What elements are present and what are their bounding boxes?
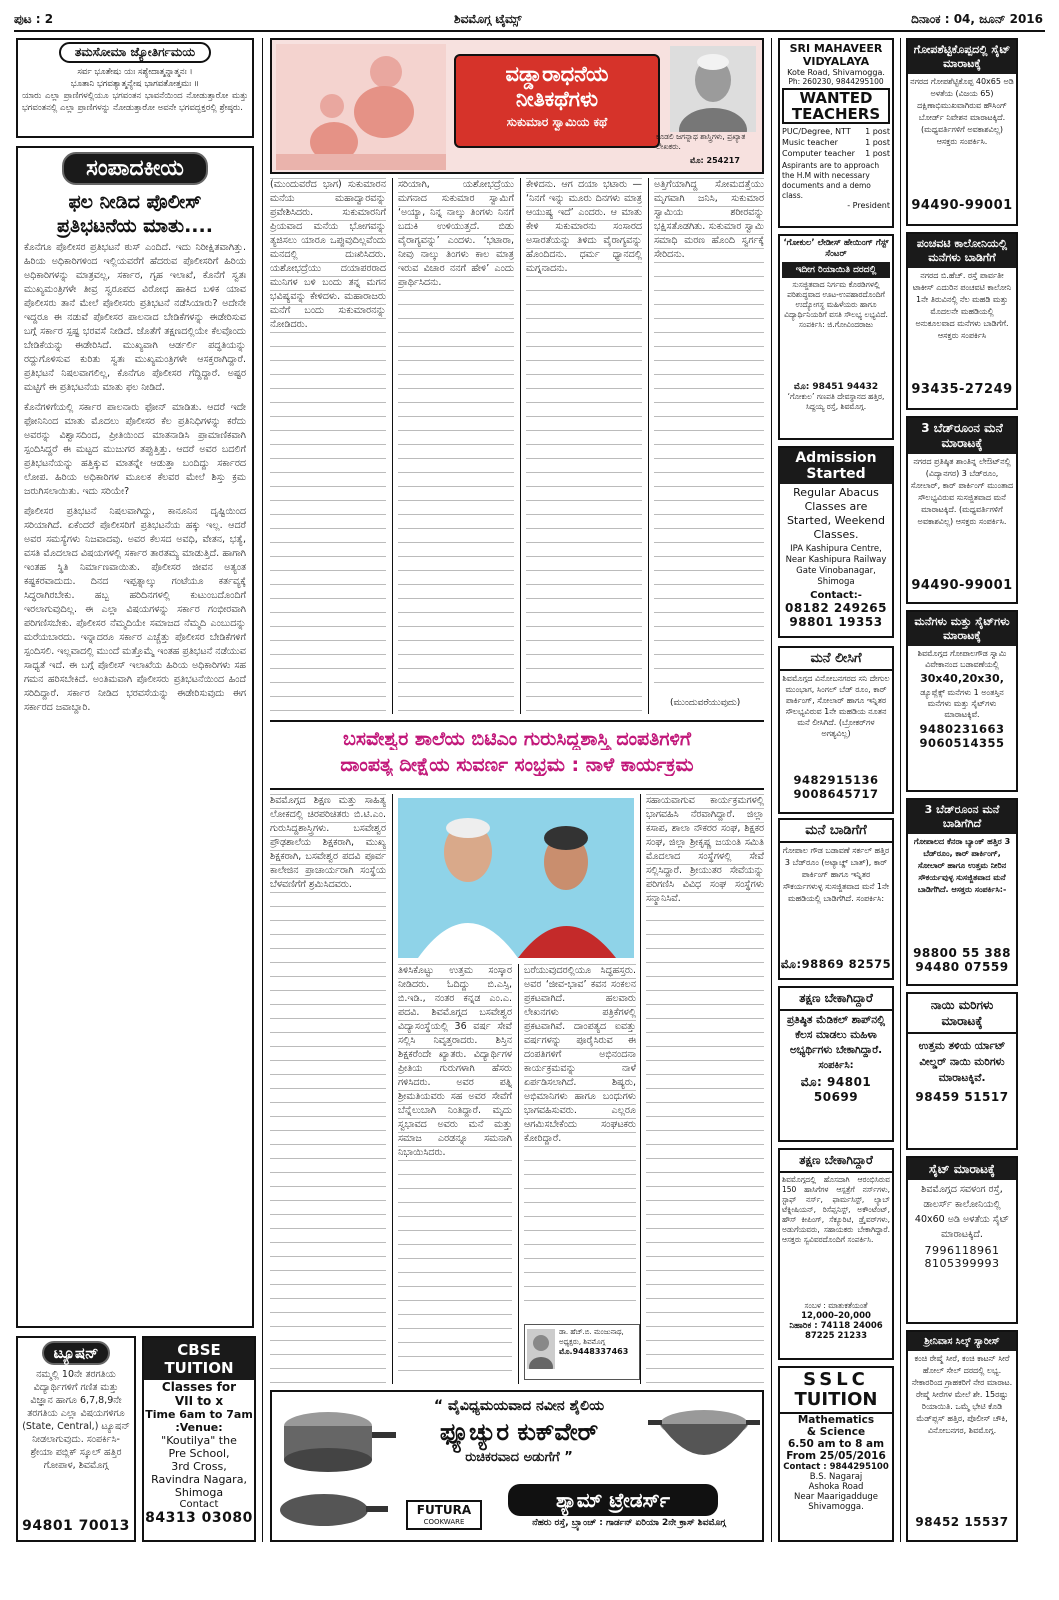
event-article xyxy=(270,794,764,1384)
hospital-job-ad xyxy=(778,1148,894,1360)
silks-title: ಶ್ರೀನಿವಾಸ ಸಿಲ್ಕ್ ಸ್ಯಾರೀಸ್ xyxy=(908,1332,1016,1351)
cbse-line: VII to x xyxy=(174,1394,224,1408)
mahaveer-teachers: TEACHERS xyxy=(791,105,881,123)
story-title-1: ವಡ್ಡಾರಾಧನೆಯ xyxy=(505,62,609,86)
gokul-phone: ಮೊ: 98451 94432 xyxy=(793,382,879,392)
panchavati-rent-ad xyxy=(906,232,1018,410)
event-headline-2: ದಾಂಪತ್ಯ ದೀಕ್ಷೆಯ ಸುವರ್ಣ ಸಂಭ್ರಮ : ನಾಳೆ ಕಾರ್ಯಕ್ರಮ xyxy=(340,754,694,776)
paper-name: ಶಿವಮೊಗ್ಗ ಟೈಮ್ಸ್ xyxy=(454,12,522,26)
mahaveer-phone: Ph: 260230, 9844295100 xyxy=(788,77,884,86)
mahaveer-wanted: WANTED xyxy=(799,89,873,107)
cbse-line: Time 6am to 7am xyxy=(145,1408,253,1421)
mahaveer-post-count: 1 post xyxy=(865,138,890,147)
cookware-product: ಫ್ಯೂಚ್ಯುರ ಕುಕ್‌ವೇರ್ xyxy=(439,1418,599,1446)
mahaveer-school: SRI MAHAVEER xyxy=(789,42,883,55)
abacus-ad xyxy=(778,446,894,638)
3bhk-sale-body: ನಗರದ ಪ್ರತಿಷ್ಠಿತ ಶಾಂತಿನ್ನ ಲೇಔಟ್‌ನಲ್ಲಿ (ವಿದ್ಯಾನಗರ) 3 ಬೆಡ್‌ರೂಂ, ಸೋಲಾರ್, ಕಾರ್ ಪಾರ್ಕಿಂಗ್ ಮುಂತಾದ ಸೌಲಭ್ಯವಿರುವ ಸುಸಜ್ಜಿತವಾದ ಮನೆ ಮಾರಾಟಕ್ಕಿದೆ. (ಮಧ್ಯವರ್ತಿಗಳಿಗೆ ಅವಕಾಶವಿಲ್ಲ) ಆಸಕ್ತರು ಸಂಪರ್ಕಿಸಿ. xyxy=(910,457,1014,526)
abacus-address: IPA Kashipura Centre, Near Kashipura Railway Gate Vinobanagar, Shimoga xyxy=(785,544,887,587)
dogs-body: ಉತ್ತಮ ತಳಿಯ ರ್ಯಾಟ್ ವೀಲ್ಡರ್ ನಾಯಿ ಮರಿಗಳು ಮಾರಾಟಕ್ಕಿವೆ. xyxy=(918,1040,1006,1084)
cbse-line: "Koutilya" the xyxy=(161,1434,237,1447)
mahaveer-post-row xyxy=(782,148,890,159)
sites-body: ಶಿವಮೊಗ್ಗದ ಗೋಪಾಲಗೌಡ ಸ್ವಾಮಿ ವಿವೇಕಾನಂದ ಬಡಾವಣೆಯಲ್ಲಿ xyxy=(917,649,1007,669)
abacus-body: Regular Abacus Classes are Started, Weekend Classes. xyxy=(786,486,886,541)
mahaveer-post-name: Music teacher xyxy=(782,138,838,147)
story-continued: (ಮುಂದುವರೆಯುವುದು) xyxy=(670,698,741,708)
cbse-line: Contact xyxy=(179,1499,219,1510)
jobs2-body: ಶಿವಮೊಗ್ಗದಲ್ಲಿ ಹೊಸದಾಗಿ ಆರಂಭಿಸಿರುವ 150 ಹಾಸಿಗೆಗಳ ಆಸ್ಪತ್ರೆಗೆ ನರ್ಸ್‌ಗಳು, ಸ್ಟಾಫ್ ನರ್ಸ್, ಫಾರ್ಮಸಿಸ್ಟ್, ಲ್ಯಾಬ್ ಟೆಕ್ನೀಷಿಯನ್, ರಿಸೆಪ್ಷನಿಸ್ಟ್, ಅಕೌಂಟೆಂಟ್, ಹೌಸ್ ಕೀಪಿಂಗ್, ಸೆಕ್ಯೂರಿಟಿ, ಡ್ರೈವರ್‌ಗಳು, ಅಡುಗೆಯವರು, ಸಹಾಯಕರು ಬೇಕಾಗಿದ್ದಾರೆ. ಆಸಕ್ತರು ಸ್ವವಿವರದೊಂದಿಗೆ ಸಂಪರ್ಕಿಸಿ. xyxy=(782,1175,890,1244)
site2-title: ಸೈಟ್ ಮಾರಾಟಕ್ಕೆ xyxy=(908,1158,1016,1180)
site1-body: ನಗರದ ಗೋಪಶೆಟ್ಟಿಕೊಪ್ಪ 40x65 ಅಡಿ ಅಳತೆಯ (ವಿಜಯ 65) ದಕ್ಷಿಣಾಭಿಮುಖವಾಗಿರುವ ಹೌಸಿಂಗ್ ಬೋರ್ಡ್ ನಿವೇಶನ ಮಾರಾಟಕ್ಕಿದೆ. (ಮಧ್ಯವರ್ತಿಗಳಿಗೆ ಅವಕಾಶವಿಲ್ಲ) ಆಸಕ್ತರು ಸಂಪರ್ಕಿಸಿ. xyxy=(910,77,1014,146)
cookware-tawa-icon xyxy=(278,1488,388,1532)
sslc-near: Near Maarigadduge xyxy=(793,1492,878,1502)
couple-photo xyxy=(398,798,634,958)
lease-body: ಶಿವಮೊಗ್ಗದ ವಿನೋಬನಗರದ ಸನಿ ದೇಗುಲ ಮುಂಭಾಗ, ಸಿಂಗಲ್ ಬೆಡ್ ರೂಂ, ಕಾರ್ ಪಾರ್ಕಿಂಗ್, ಸೋಲಾರ್ ಹಾಗೂ ಇನ್ನಿತರ ಸೌಲಭ್ಯವಿರುವ 1ನೇ ಮಹಡಿಯ ನೂತನ ಮನೆ ಲೀಸಿಗಿದೆ. (ಬ್ರೋಕರ್‌ಗಳ ಅಗತ್ಯವಿಲ್ಲ) xyxy=(782,674,890,738)
panchavati-title: ಪಂಚವಟಿ ಕಾಲೋನಿಯಲ್ಲಿ ಮನೆಗಳು ಬಾಡಿಗೆಗೆ xyxy=(908,234,1016,268)
quote-title: ತಮಸೋಮಾ ಜ್ಯೋತಿರ್ಗಮಯ xyxy=(59,42,211,63)
event-column: ತಿಳಿಸಿಕೊಟ್ಟು ಉತ್ತಮ ಸಂಸ್ಕಾರ ನೀಡಿದರು. ಓದಿದ್ದು ಬಿ.ಎಸ್ಸಿ, ಬಿ.ಇಡಿ., ನಂತರ ಕನ್ನಡ ಎಂ.ಎ. ಪದವಿ. ಶಿವಮೊಗ್ಗದ ಬಸವೇಶ್ವರ ವಿದ್ಯಾಸಂಸ್ಥೆಯಲ್ಲಿ 36 ವರ್ಷ ಸೇವೆ ಸಲ್ಲಿಸಿ ನಿವೃತ್ತರಾದರು. ಶಿಸ್ತಿನ ಶಿಕ್ಷಕರೆಂದೇ ಖ್ಯಾತರು. ವಿದ್ಯಾರ್ಥಿಗಳ ಪ್ರೀತಿಯ ಗುರುಗಳಾಗಿ ಹೆಸರು ಗಳಿಸಿದರು. ಅವರ ಪತ್ನಿ ಶ್ರೀಮತಿಯವರು ಸಹ ಅವರ ಸೇವೆಗೆ ಬೆನ್ನೆಲುಬಾಗಿ ನಿಂತಿದ್ದಾರೆ. ಮೃದು ಸ್ವಭಾವದ ಅವರು ಮನೆ ಮತ್ತು ಸಮಾಜ ಎರಡನ್ನೂ ಸಮನಾಗಿ ನಿಭಾಯಿಸಿದರು. xyxy=(398,964,512,1384)
byline-photo xyxy=(527,1329,555,1369)
cbse-line: :Venue: xyxy=(175,1421,223,1434)
rent-body: ಗೋಪಾಲ ಗೌಡ ಬಡಾವಣೆ ಸರ್ಕಲ್ ಹತ್ತಿರ 3 ಬೆಡ್‌ರೂಂ (ಅಟ್ಯಾಚ್ಡ್ ಬಾತ್), ಕಾರ್ ಪಾರ್ಕಿಂಗ್ ಹಾಗೂ ಇನ್ನಿತರ ಸೌಕರ್ಯಗಳುಳ್ಳ ಸುಸಜ್ಜಿತವಾದ ಮನೆ 1ನೇ ಮಹಡಿಯಲ್ಲಿ ಬಾಡಿಗೆಗಿದೆ. ಸಂಪರ್ಕಿಸಿ: xyxy=(782,846,890,903)
masthead xyxy=(14,10,1045,32)
silks-phone: 98452 15537 xyxy=(915,1515,1009,1529)
tuition-ad xyxy=(16,1336,136,1542)
panchavati-body: ನಗರದ ಬಿ.ಹೆಚ್. ರಸ್ತೆ ಪಾರ್ವತೀ ಟಾಕೀಸ್ ಎದುರಿನ ಪಂಚವಟಿ ಕಾಲೋನಿ 1ನೇ ತಿರುವಿನಲ್ಲಿ ನೆಲ ಮಹಡಿ ಮತ್ತು ಮೊದಲನೇ ಮಹಡಿಯಲ್ಲಿ ಅನುಕೂಲವಾದ ಮನೆಗಳು ಬಾಡಿಗೆಗೆ. ಆಸಕ್ತರು ಸಂಪರ್ಕಿಸಿ xyxy=(912,271,1012,340)
abacus-phone-1: 08182 249265 xyxy=(784,601,888,615)
sslc-title: SSLC xyxy=(803,1369,869,1390)
medical-phone: ಮೊ: 94801 50699 xyxy=(800,1075,872,1104)
abacus-contact: Contact:- xyxy=(810,590,862,601)
cbse-tuition-ad xyxy=(142,1336,256,1542)
sslc-name: B.S. Nagaraj xyxy=(809,1472,863,1482)
quote-box xyxy=(16,38,254,138)
story-column: ಅತ್ತಿಗೆಯಾಗಿದ್ದ ಸೋಮದತ್ತೆಯು ಮೃಗವಾಗಿ ಜನಿಸಿ, ಸುಕುಮಾರ ಸ್ವಾಮಿಯ ಶರೀರವನ್ನು ಭಕ್ಷಿಸತೊಡಗಿತು. ಸುಕುಮಾರ ಸ್ವಾಮಿ ಸಮಾಧಿ ಮರಣ ಹೊಂದಿ ಸ್ವರ್ಗಕ್ಕೆ ಸೇರಿದನು. xyxy=(654,178,764,694)
dogs-sale-ad xyxy=(906,992,1018,1150)
lease-phone-1: 9482915136 xyxy=(793,773,879,787)
quote-meaning: ಯಾರು ಎಲ್ಲಾ ಪ್ರಾಣಿಗಳಲ್ಲಿಯೂ ಭಗವಂತನ ಭಾವನೆಯಿಂದ ನೋಡುತ್ತಾರೋ ಮತ್ತು ಭಗವಂತನಲ್ಲಿ ಎಲ್ಲಾ ಪ್ರಾಣಿಗಳನ್ನು ನೋಡುತ್ತಾರೋ ಅವನೇ ಭಗವದ್ಭಕ್ತರಲ್ಲಿ ಶ್ರೇಷ್ಠರು. xyxy=(22,91,248,113)
editorial-box xyxy=(16,146,254,1328)
shop-name-panel xyxy=(508,1484,718,1516)
sage-illustration xyxy=(276,44,446,170)
sslc-city: Shivamogga. xyxy=(808,1502,864,1512)
event-byline xyxy=(524,1324,640,1380)
sites-phone-1: 9480231663 xyxy=(919,722,1005,736)
site1-title: ಗೋಪಶೆಟ್ಟಿಕೊಪ್ಪದಲ್ಲಿ ಸೈಟ್ ಮಾರಾಟಕ್ಕೆ xyxy=(908,40,1016,74)
panchavati-phone: 93435-27249 xyxy=(911,382,1013,397)
cookware-pan-right-icon xyxy=(648,1396,760,1492)
cbse-line: 3rd Cross, xyxy=(171,1460,227,1473)
editorial-paragraph: ಕೊನೆಗೂ ಪೊಲೀಸರ ಪ್ರತಿಭಟನೆ ಠುಸ್ ಎಂದಿದೆ. ಇದು ನಿರೀಕ್ಷಿತವಾಗಿತ್ತು. ಹಿರಿಯ ಅಧಿಕಾರಿಗಳಿಂದ ಇಲ್ಲಿಯವರೆಗೆ ಹೆದರುವ ಪೊಲೀಸರಿಗೆ ಹಿರಿಯ ಅಧಿಕಾರಿಗಳನ್ನು ಮಾತ್ರವಲ್ಲ, ಸರ್ಕಾರ, ಗೃಹ ಇಲಾಖೆ, ಕೊನೆಗೆ ಸ್ವತಃ ಮುಖ್ಯಮಂತ್ರಿಗಳೇ ತೀವ್ರ ಸ್ವರೂಪದ ವಿರೋಧ ಹಾಕಿದ ಬಳಿಕ ಯಾವ ಪೊಲೀಸರು ತಾನೆ ಮೇಲೆ ಪೊಲೀಸರು ಪ್ರತಿಭಟನೆ ನಡೆಸಿಯಾರು? ಅದೇನೇ ಇದ್ದರೂ ಈ ನಡುವೆ ಪೊಲೀಸರ ಪಾಲನಾದ ಬೇಡಿಕೆಗಳನ್ನು ಈಡೇರಿಸುವ ಬಗ್ಗೆ ಸರ್ಕಾರ ಸ್ಪಷ್ಟ ಭರವಸೆ ನೀಡಿದೆ. ಜೊತೆಗೆ ತಕ್ಷಣದಲ್ಲಿಯೇ ಕೆಲವೊಂದು ಬೇಡಿಕೆಯನ್ನು ಈಡೇರಿಸಿದೆ. ಮುಖ್ಯವಾಗಿ ಆರ್ಡರ್ಲಿ ಪದ್ಧತಿಯನ್ನು ರದ್ದುಗೊಳಿಸುವ ಕುರಿತು ಸ್ವತಃ ಮುಖ್ಯಮಂತ್ರಿಗಳೇ ಆಸಕ್ತರಾಗಿದ್ದಾರೆ. ಪ್ರತಿಭಟನೆ ನಿಷಲವಾಗಲಿಲ್ಲ, ಕೊನೆಗೂ ಪೊಲೀಸರ ಗೆದ್ದಿದ್ದಾರೆ. ಅಷ್ಟರ ಮಟ್ಟಿಗೆ ಈ ಪ್ರತಿಭಟನೆಯ ಮಾತು ಫಲ ನೀಡಿದೆ. xyxy=(24,242,246,393)
sslc-title-2: TUITION xyxy=(794,1389,878,1410)
sslc-time: 6.50 am to 8 am xyxy=(787,1438,885,1450)
byline-name: ಡಾ. ಹೆಚ್.ಬಿ. ಮಂಜುನಾಥ, ಅಧ್ಯಕ್ಷರು, ಶಿವಮೊಗ್ಗ xyxy=(559,1328,624,1346)
story-column: ಕೇಳಿದನು. ಆಗ ದಯಾ ಭಟಾರು — ‘ನಿನಗೆ ಇನ್ನು ಮೂರು ದಿನಗಳು ಮಾತ್ರ ಆಯುಷ್ಯ ಇದೆ’ ಎಂದರು. ಆ ಮಾತು ಕೇಳಿ ಸುಕುಮಾರನು ಸಂಸಾರದ ಅಸಾರತೆಯನ್ನು ತಿಳಿದು ವೈರಾಗ್ಯವನ್ನು ಹೊಂದಿದನು. ಧರ್ಮ ಧ್ಯಾನದಲ್ಲಿ ಮಗ್ನನಾದನು. xyxy=(526,178,642,714)
gokul-subtitle: ಇದೀಗ ರಿಯಾಯಿತಿ ದರದಲ್ಲಿ xyxy=(782,262,890,278)
medical-job-ad xyxy=(778,986,894,1142)
futura-brand: FUTURA xyxy=(416,1503,472,1517)
gokul-title: ‘ಗೋಕುಲ’ ಲೇಡೀಸ್ ಹೇಯಿಂಗ್ ಗೆಸ್ಟ್ ಸೆಂಟರ್ xyxy=(783,238,889,259)
issue-date: ದಿನಾಂಕ : 04, ಜೂನ್ 2016 xyxy=(911,12,1043,26)
silks-body: ಕಂಚಿ ರೇಷ್ಮೆ ಸೀರೆ, ಕಂಚಿ ಕಾಟನ್ ಸೀರೆ ಹೋಲ್ ಸೇಲ್ ದರದಲ್ಲಿ ಲಭ್ಯ. ನೇಕಾರರಿಂದ ಗ್ರಾಹಕರಿಗೆ ನೇರ ಮಾರಾಟ. ರೇಷ್ಮೆ ಸೀರೆಗಳ ಮೇಲೆ ಶೇ. 15ರಷ್ಟು ರಿಯಾಯಿತಿ. ಒಮ್ಮೆ ಭೇಟಿ ಕೊಡಿ ಮೆಡ್‌ಪ್ಲಸ್ ಹತ್ತಿರ, ಪೊಲೀಸ್ ಚೌಕಿ, ವಿನೋಬನಗರ, ಶಿವಮೊಗ್ಗ. xyxy=(911,1354,1013,1435)
author-caption: ಕೂಡಲಿ ಜಗನ್ನಾಥ ಶಾಸ್ತ್ರಿಗಳು, ಪ್ರಖ್ಯಾತ ಲೇಖಕರು. xyxy=(656,132,746,151)
dogs-title: ನಾಯಿ ಮರಿಗಳು ಮಾರಾಟಕ್ಕೆ xyxy=(908,994,1016,1034)
byline-phone: ಮೊ.9448337463 xyxy=(559,1347,629,1356)
story-columns xyxy=(270,178,764,718)
site-sale-ad xyxy=(906,38,1018,226)
cookware-tagline-2: ರುಚಿಕರವಾದ ಅಡುಗೆಗೆ ” xyxy=(465,1450,573,1465)
mahaveer-school-2: VIDYALAYA xyxy=(802,55,870,68)
rent-title: ಮನೆ ಬಾಡಿಗೆಗೆ xyxy=(780,820,892,843)
author-phone: ಮೊ: 254217 xyxy=(690,156,740,165)
story-subtitle: ಸುಕುಮಾರ ಸ್ವಾಮಿಯ ಕಥೆ xyxy=(506,115,608,129)
editorial-paragraph: ಪೊಲೀಸರ ಪ್ರತಿಭಟನೆ ನಿಷಲವಾಗಿದ್ದು, ಕಾನೂನಿನ ದೃಷ್ಟಿಯಿಂದ ಸರಿಯಾಗಿದೆ. ಏಕೆಂದರೆ ಪೊಲೀಸರಿಗೆ ಪ್ರತಿಭಟನೆಯ ಹಕ್ಕು ಇಲ್ಲ. ಆದರೆ ಅವರ ಸಮಸ್ಯೆಗಳು ನಿಜವಾದವು. ಅವರ ಕೆಲಸದ ಅವಧಿ, ವೇತನ, ಭತ್ಯೆ, ವಸತಿ ಮೊದಲಾದ ವಿಷಯಗಳಲ್ಲಿ ಸರ್ಕಾರ ತಾರತಮ್ಯ ಮಾಡುತ್ತಿದೆ. ಹಾಗಾಗಿ ಇಂತಹ ಸ್ಥಿತಿ ನಿರ್ಮಾಣವಾಯಿತು. ಪೊಲೀಸರ ಜೀವನ ಅತ್ಯಂತ ಕಷ್ಟಕರವಾದುದು. ದಿನದ ಇಪ್ಪತ್ನಾಲ್ಕು ಗಂಟೆಯೂ ಕರ್ತವ್ಯಕ್ಕೆ ಸಿದ್ಧರಾಗಿರಬೇಕು. ಹಬ್ಬ ಹರಿದಿನಗಳಲ್ಲಿ ಕುಟುಂಬದೊಂದಿಗೆ ಇರಲಾಗುವುದಿಲ್ಲ. ಈ ಎಲ್ಲಾ ವಿಷಯಗಳನ್ನು ಸರ್ಕಾರ ಗಂಭೀರವಾಗಿ ಪರಿಗಣಿಸಬೇಕು. ಪೊಲೀಸರ ನೆಮ್ಮದಿಯೇ ಸಮಾಜದ ನೆಮ್ಮದಿ ಎಂಬುದನ್ನು ಮರೆಯಬಾರದು. ಇನ್ನಾದರೂ ಸರ್ಕಾರ ಎಚ್ಚೆತ್ತು ಪೊಲೀಸರ ಬೇಡಿಕೆಗಳಿಗೆ ಸ್ಪಂದಿಸಲಿ. ಇಲ್ಲವಾದಲ್ಲಿ ಮುಂದೆ ಮತ್ತೊಮ್ಮೆ ಇಂತಹ ಪ್ರತಿಭಟನೆ ನಡೆಯುವ ಸಾಧ್ಯತೆ ಇದೆ. ಈ ಬಗ್ಗೆ ಪೊಲೀಸ್ ಇಲಾಖೆಯ ಹಿರಿಯ ಅಧಿಕಾರಿಗಳು ಸಹ ಗಮನ ಹರಿಸಬೇಕಿದೆ. ಅಂತಿಮವಾಗಿ ಪೊಲೀಸರು ಪ್ರತಿಭಟನೆಯಿಂದ ಹಿಂದೆ ಸರಿದಿದ್ದಾರೆ. ಸರ್ಕಾರ ನೀಡಿದ ಭರವಸೆಯನ್ನು ಈಡೇರಿಸುವುದು ಈಗ ಸರ್ಕಾರದ ಜವಾಬ್ದಾರಿ. xyxy=(24,506,246,713)
sslc-contact: Contact : 9844295100 xyxy=(783,1462,889,1472)
3bhk-sale-phone: 94490-99001 xyxy=(911,578,1013,593)
site-sale-2-ad xyxy=(906,1156,1018,1324)
mahaveer-post-row xyxy=(782,137,890,148)
house-lease-ad xyxy=(778,646,894,814)
house-rent-ad xyxy=(778,818,894,980)
medical-contact: ಸಂಪರ್ಕಿಸಿ: xyxy=(818,1060,854,1071)
sslc-subjects-2: & Science xyxy=(806,1426,866,1438)
lease-phone-2: 9008645717 xyxy=(793,787,879,801)
mahaveer-post-count: 1 post xyxy=(865,127,890,136)
jobs2-title: ತಕ್ಷಣ ಬೇಕಾಗಿದ್ದಾರೆ xyxy=(780,1150,892,1173)
author-photo xyxy=(670,46,756,132)
shop-name: ಶ್ಯಾಮ್ ಟ್ರೇಡರ್ಸ್ xyxy=(556,1488,670,1512)
mahaveer-post-row xyxy=(782,126,890,137)
sites-body-2: ಡ್ಯೂಪ್ಲೆಕ್ಸ್ ಮನೆಗಳು 1 ಅಂತಸ್ತಿನ ಮನೆಗಳು ಮತ್ತು ಸೈಟ್‌ಗಳು ಮಾರಾಟಕ್ಕಿವೆ. xyxy=(920,688,1004,719)
story-column: (ಮುಂದುವರೆದ ಭಾಗ) ಸುಕುಮಾರನ ಮನೆಯ ಮಹಾದ್ವಾರವನ್ನು ಪ್ರವೇಶಿಸಿದರು. ಸುಕುಮಾರನಿಗೆ ಪ್ರಿಯವಾದ ಮನೆಯ ಭೋಗವನ್ನು ತ್ಯಜಿಸಲು ಯಾರೂ ಒಪ್ಪುವುದಿಲ್ಲವೆಂದು ಮನದಲ್ಲಿ ದುಃಖಿಸಿದರು. ಯಶೋಭದ್ರೆಯು ದಯಾಪರರಾದ ಮುನಿಗಳ ಬಳಿ ಬಂದು ತನ್ನ ಮಗನ ಭವಿಷ್ಯವನ್ನು ಕೇಳಿದಳು. ಮಹಾರಾಜರು ಮನೆಗೆ ಬಂದು ಸುಕುಮಾರನನ್ನು ನೋಡಿದರು. xyxy=(270,178,386,714)
cbse-line: Shimoga xyxy=(174,1486,224,1499)
jobs2-salary: 12,000–20,000 xyxy=(801,1311,871,1321)
event-headline-box xyxy=(270,720,764,790)
houses-sites-ad xyxy=(906,610,1018,792)
mahaveer-note: Aspirants are to approach the H.M with necessary documents and a demo class. xyxy=(782,161,880,200)
sslc-from: From 25/05/2016 xyxy=(786,1450,886,1462)
editorial-paragraph: ಕೊನೆಗಳಿಗೆಯಲ್ಲಿ ಸರ್ಕಾರ ಪಾಲನಾರು ಫೋನ್ ಮಾಡಿತು. ಆದರೆ ಇದೇ ಫೋನಿನಿಂದ ಮಾತು ಮೊದಲು ಪೊಲೀಸರ ಕೆಲ ಪ್ರತಿನಿಧಿಗಳನ್ನು ಕರೆದು ಅವರನ್ನು ವಿಶ್ವಾಸದಿಂದ, ಪ್ರೀತಿಯಿಂದ ಮಾತನಾಡಿಸಿ ಪ್ರಾಮಾಣಿಕವಾಗಿ ಸ್ಪಂದಿಸಿದ್ದರೆ ಈ ಮಟ್ಟದ ಮುಜುಗರ ತಪ್ಪುತ್ತಿತ್ತು. ಆದರೆ ಅವರ ಬದಲಿಗೆ ಪ್ರತಿಭಟನೆಯನ್ನು ಹತ್ತಿಕ್ಕುವ ಮಾತನ್ನೇ ಆಡುತ್ತಾ ಬಂದಿದ್ದು ಸರ್ಕಾರದ ಲೋಪ. ಹಿರಿಯ ಅಧಿಕಾರಿಗಳ ಮೂಲಕ ಕೆಲವರ ಮೇಲೆ ಶಿಸ್ತು ಕ್ರಮ ಜರುಗಿಸಲಾಯಿತು. ಇದು ಸರಿಯೇ? xyxy=(24,402,246,497)
3bhk-rent-ad xyxy=(906,798,1018,986)
event-column: ಶಿವಮೊಗ್ಗದ ಶಿಕ್ಷಣ ಮತ್ತು ಸಾಹಿತ್ಯ ಲೋಕದಲ್ಲಿ ಚಿರಪರಿಚಿತರು ಬಿ.ಟಿ.ಎಂ. ಗುರುಸಿದ್ದಶಾಸ್ತ್ರಿಗಳು. ಬಸವೇಶ್ವರ ಪ್ರೌಢಶಾಲೆಯ ಶಿಕ್ಷಕರಾಗಿ, ಮುಖ್ಯ ಶಿಕ್ಷಕರಾಗಿ, ಬಸವೇಶ್ವರ ಪದವಿ ಪೂರ್ವ ಕಾಲೇಜಿನ ಪ್ರಾಚಾರ್ಯರಾಗಿ ಸಂಸ್ಥೆಯ ಬೆಳವಣಿಗೆಗೆ ಶ್ರಮಿಸಿದವರು. xyxy=(270,794,386,1384)
mahaveer-post-name: Computer teacher xyxy=(782,149,855,158)
cookware-tagline: “ ವೈವಿಧ್ಯಮಯವಾದ ನವೀನ ಶೈಲಿಯ xyxy=(433,1398,605,1414)
quote-line-2: ಭೂತಾನಿ ಭಗವತ್ಯಾತ್ಮನ್ಯೇಷ ಭಾಗವತೋತ್ತಮಃ ॥ xyxy=(70,79,200,89)
cookware-pan-left-icon xyxy=(278,1396,398,1486)
rent-phone: ಮೊ:98869 82575 xyxy=(780,957,892,971)
site2-body: ಶಿವಮೊಗ್ಗದ ಸವಳಂಗ ರಸ್ತೆ, ಡಾಲರ್ಸ್ ಕಾಲೋನಿಯಲ್ಲಿ 40x60 ಅಡಿ ಅಳತೆಯ ಸೈಟ್ ಮಾರಾಟಕ್ಕಿದೆ. xyxy=(914,1184,1010,1240)
sites-title: ಮನೆಗಳು ಮತ್ತು ಸೈಟ್‌ಗಳು ಮಾರಾಟಕ್ಕೆ xyxy=(908,612,1016,646)
cbse-line: Classes for xyxy=(161,1380,237,1394)
3bhk-rent-body: ಗೋಪಾಲದ ಕೆನರಾ ಬ್ಯಾಂಕ್ ಹತ್ತಿರ 3 ಬೆಡ್‌ರೂಂ, ಕಾರ್ ಪಾರ್ಕಿಂಗ್, ಸೋಲಾರ್ ಹಾಗೂ ಉತ್ತಮ ನೀರಿನ ಸೌಕರ್ಯವುಳ್ಳ ಸುಸಜ್ಜಿತವಾದ ಮನೆ ಬಾಡಿಗೆಗಿದೆ. ಆಸಕ್ತರು ಸಂಪರ್ಕಿಸಿ:- xyxy=(913,837,1011,894)
3bhk-rent-phone-2: 94480 07559 xyxy=(915,960,1009,974)
mahaveer-sign: - President xyxy=(847,201,890,210)
site2-phone-1: 7996118961 xyxy=(924,1244,1000,1257)
3bhk-sale-ad xyxy=(906,416,1018,604)
cookware-ad xyxy=(270,1390,764,1542)
sslc-road: Ashoka Road xyxy=(808,1482,864,1492)
futura-logo xyxy=(406,1500,482,1530)
sites-phone-2: 9060514355 xyxy=(919,736,1005,750)
mahaveer-address: Kote Road, Shivamogga. xyxy=(787,68,885,77)
cbse-line: Ravindra Nagara, xyxy=(151,1473,247,1486)
3bhk-sale-title: 3 ಬೆಡ್‌ರೂಂನ ಮನೆ ಮಾರಾಟಕ್ಕೆ xyxy=(908,418,1016,454)
cbse-phone: 84313 03080 xyxy=(145,1510,253,1526)
story-title-panel xyxy=(454,54,660,148)
editorial-headline-2: ಪ್ರತಿಭಟನೆಯ ಮಾತು.... xyxy=(57,215,213,237)
mahaveer-posts xyxy=(782,126,890,159)
jobs2-phone-2: 87225 21233 xyxy=(804,1331,868,1341)
gokul-pg-ad xyxy=(778,234,894,440)
futura-sub: COOKWARE xyxy=(423,1518,465,1526)
quote-line-1: ಸರ್ವ ಭೂತೇಷು ಯಃ ಸಶ್ಯೇದಾತ್ಮನ್ನಾತ್ಮನಃ । xyxy=(77,67,193,77)
shop-address: ನೆಹರು ರಸ್ತೆ, ಬ್ರ್ಯಾಂಚ್ : ಗಾರ್ಡನ್ ಏರಿಯಾ 2ನೇ ಕ್ರಾಸ್ ಶಿವಮೊಗ್ಗ xyxy=(532,1518,726,1528)
abacus-title-1: Admission xyxy=(795,450,877,466)
gokul-address: ‘ಗೋಕುಲ’ ಗಣಪತಿ ದೇವಸ್ಥಾನದ ಹತ್ತಿರ, ಸಿದ್ದಯ್ಯ ರಸ್ತೆ, ಶಿವಮೊಗ್ಗ. xyxy=(787,392,885,411)
sslc-tuition-ad xyxy=(778,1366,894,1542)
story-header xyxy=(270,38,764,174)
gokul-body: ಸುಸಜ್ಜಿತವಾದ ನಿರ್ಗಮ ಕೊಠಡಿಗಳಲ್ಲಿ ಪರಿಶುದ್ಧವಾದ ಊಟ-ಉಪಹಾರದೊಂದಿಗೆ ಉದ್ಯೋಗಸ್ಥ ಮಹಿಳೆಯರು ಹಾಗೂ ವಿದ್ಯಾರ್ಥಿನಿಯರಿಗೆ ವಸತಿ ಸೌಲಭ್ಯ ಲಭ್ಯವಿದೆ. ಸಂಪರ್ಕಿಸಿ: ಜಿ.ಗೋವಿಂದರಾಜು xyxy=(784,280,888,329)
mahaveer-post-name: PUC/Degree, NTT xyxy=(782,127,851,136)
mahaveer-ad xyxy=(778,38,894,228)
lease-title: ಮನೆ ಲೀಸಿಗೆ xyxy=(780,648,892,671)
jobs2-phone-label: ನಿಹಾರಿಕ : xyxy=(789,1321,818,1331)
abacus-phone-2: 98801 19353 xyxy=(789,615,883,629)
3bhk-rent-title: 3 ಬೆಡ್‌ರೂಂನ ಮನೆ ಬಾಡಿಗೆಗಿದೆ xyxy=(908,800,1016,834)
sites-sizes: 30x40,20x30, xyxy=(920,672,1004,685)
tuition-body: ನಮ್ಮಲ್ಲಿ 10ನೇ ತರಗತಿಯ ವಿದ್ಯಾರ್ಥಿಗಳಿಗೆ ಗಣಿತ ಮತ್ತು ವಿಜ್ಞಾನ ಹಾಗೂ 6,7,8,9ನೇ ತರಗತಿಯ ಎಲ್ಲಾ ವಿಷಯಗಳಿಗೂ (State, Central,) ಟ್ಯೂಷನ್ ನೀಡಲಾಗುವುದು. ಸಂಪರ್ಕಿಸಿ- ಶ್ರೇಯಾ ಪಬ್ಲಿಕ್ ಸ್ಕೂಲ್ ಹತ್ತಿರ ಗೋಪಾಳ, ಶಿವಮೊಗ್ಗ xyxy=(22,1369,130,1471)
story-title-2: ನೀತಿಕಥೆಗಳು xyxy=(515,87,599,111)
jobs2-phone-1: 74118 24006 xyxy=(820,1321,883,1331)
site2-phone-2: 8105399993 xyxy=(924,1257,1000,1270)
medical-title: ತಕ್ಷಣ ಬೇಕಾಗಿದ್ದಾರೆ xyxy=(780,988,892,1011)
dogs-phone: 98459 51517 xyxy=(915,1090,1009,1104)
tuition-title: ಟ್ಯೂಷನ್ xyxy=(42,1341,111,1365)
medical-body: ಪ್ರತಿಷ್ಠಿತ ಮೆಡಿಕಲ್ ಶಾಪ್‌ನಲ್ಲಿ ಕೆಲಸ ಮಾಡಲು ಮಹಿಳಾ ಅಭ್ಯರ್ಥಿಗಳು ಬೇಕಾಗಿದ್ದಾರೆ. xyxy=(786,1014,886,1056)
event-column: ಬರೆಯುವುದರಲ್ಲಿಯೂ ಸಿದ್ಧಹಸ್ತರು. ಅವರ ‘ಜೀವ-ಭಾವ’ ಕವನ ಸಂಕಲನ ಪ್ರಕಟವಾಗಿದೆ. ಹಲವಾರು ಲೇಖನಗಳು ಪತ್ರಿಕೆಗಳಲ್ಲಿ ಪ್ರಕಟವಾಗಿವೆ. ದಾಂಪತ್ಯದ ಐವತ್ತು ವರ್ಷಗಳನ್ನು ಪೂರೈಸಿರುವ ಈ ದಂಪತಿಗಳಿಗೆ ಅಭಿನಂದನಾ ಕಾರ್ಯಕ್ರಮವನ್ನು ನಾಳೆ ಏರ್ಪಡಿಸಲಾಗಿದೆ. ಶಿಷ್ಯರು, ಅಭಿಮಾನಿಗಳು ಹಾಗೂ ಬಂಧುಗಳು ಭಾಗವಹಿಸುವರು. ಎಲ್ಲರೂ ಆಗಮಿಸಬೇಕೆಂದು ಸಂಘಟಕರು ಕೋರಿದ್ದಾರೆ. xyxy=(524,964,636,1314)
event-column: ಸಹಾಯವಾಗುವ ಕಾರ್ಯಕ್ರಮಗಳಲ್ಲಿ ಭಾಗವಹಿಸಿ ನೆರವಾಗಿದ್ದಾರೆ. ಜಿಲ್ಲಾ ಕಸಾಪ, ಶಾಲಾ ನೌಕರರ ಸಂಘ, ಶಿಕ್ಷಕರ ಸಂಘ, ಜಿಲ್ಲಾ ಶ್ರೀಕೃಷ್ಣ ಜಯಂತಿ ಸಮಿತಿ ಮೊದಲಾದ ಸಂಸ್ಥೆಗಳಲ್ಲಿ ಸೇವೆ ಸಲ್ಲಿಸಿದ್ದಾರೆ. ಶ್ರೀಯುತರ ಸೇವೆಯನ್ನು ಪರಿಗಣಿಸಿ ವಿವಿಧ ಸಂಘ ಸಂಸ್ಥೆಗಳು ಸನ್ಮಾನಿಸಿವೆ. xyxy=(646,794,764,1384)
mahaveer-post-count: 1 post xyxy=(865,149,890,158)
jobs2-salary-label: ಸಂಬಳ : ಮಾತುಕತೆಯಂತೆ xyxy=(804,1301,868,1310)
story-column: ಸರಿಯಾಗಿ, ಯಶೋಭದ್ರೆಯು ಮಗನಾದ ಸುಕುಮಾರ ಸ್ವಾಮಿಗೆ ‘ಅಯ್ಯಾ, ನಿನ್ನ ನಾಲ್ಕು ತಿಂಗಳು ನಿನಗೆ ಬದುಕಿ ಉಳಿಯುತ್ತದೆ. ಬಿಡು ವೈರಾಗ್ಯವನ್ನು’ ಎಂದಳು. ‘ಭಟಾರಾ, ನೀವು ನಾಲ್ಕು ತಿಂಗಳು ಕಾಲ ಮಾತ್ರ ಇರುವ ವಿಚಾರ ನನಗೆ ಹೇಳಿ’ ಎಂದು ಪ್ರಾರ್ಥಿಸಿದನು. xyxy=(398,178,514,714)
editorial-section-title: ಸಂಪಾದಕೀಯ xyxy=(62,152,208,185)
tuition-phone: 94801 70013 xyxy=(22,1518,130,1534)
sslc-subjects: Mathematics xyxy=(797,1414,875,1426)
editorial-headline-1: ಫಲ ನೀಡಿದ ಪೊಲೀಸ್ xyxy=(68,191,202,213)
3bhk-rent-phone-1: 98800 55 388 xyxy=(913,946,1011,960)
silk-sarees-ad xyxy=(906,1330,1018,1542)
abacus-title-2: Started xyxy=(806,466,866,482)
cbse-title: CBSE TUITION xyxy=(144,1338,254,1380)
site1-phone: 94490-99001 xyxy=(911,198,1013,213)
page-number: ಪುಟ : 2 xyxy=(14,12,54,26)
cbse-line: Pre School, xyxy=(168,1447,230,1460)
event-headline-1: ಬಸವೇಶ್ವರ ಶಾಲೆಯ ಬಿಟಿಎಂ ಗುರುಸಿದ್ದಶಾಸ್ತ್ರಿ ದಂಪತಿಗಳಿಗೆ xyxy=(343,728,691,750)
